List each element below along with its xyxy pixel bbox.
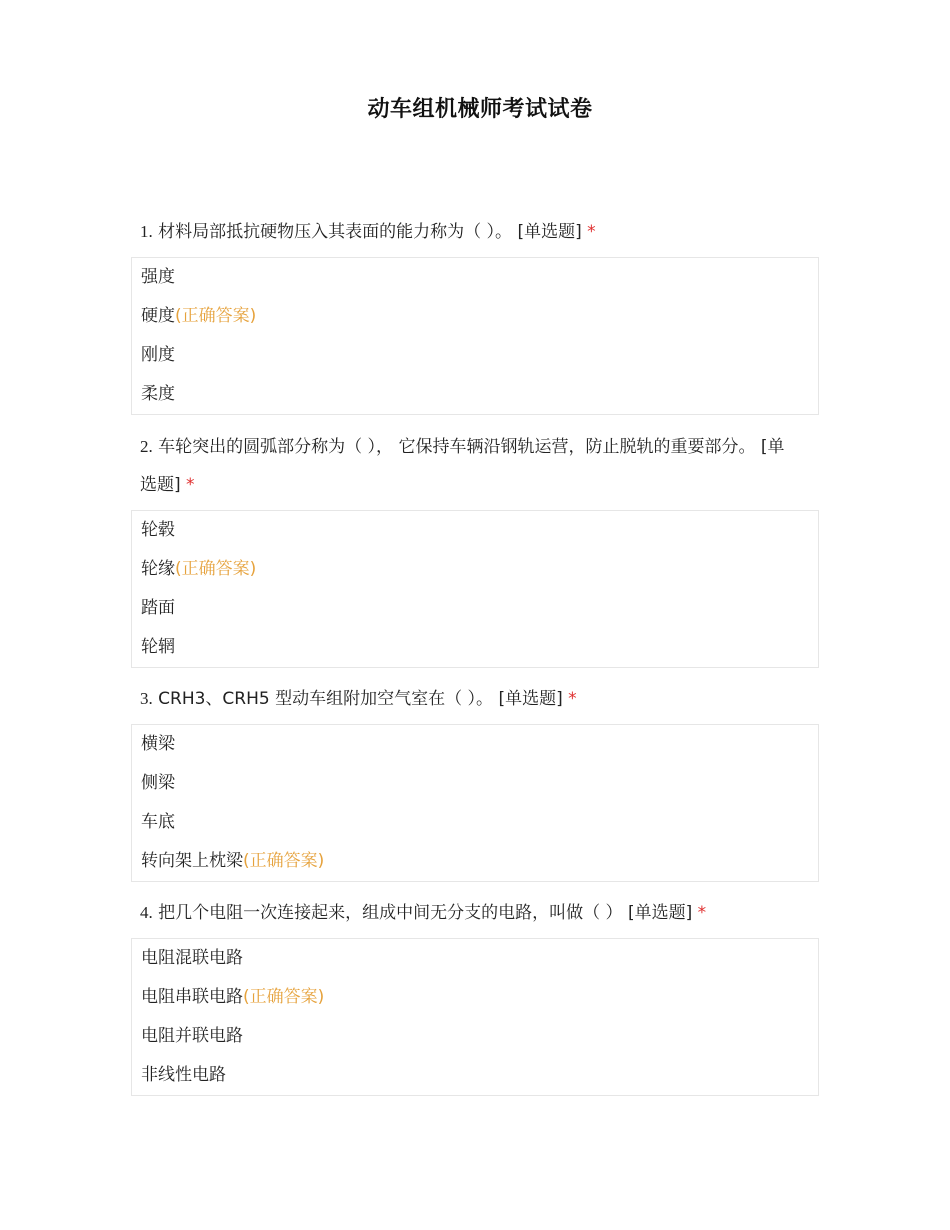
question-type-tag: [单选题] — [517, 222, 582, 242]
question-stem: 材料局部抵抗硬物压入其表面的能力称为（ ）。 — [158, 222, 513, 242]
question-stem: 把几个电阻一次连接起来，组成中间无分支的电路，叫做（ ） — [158, 903, 623, 923]
question-stem: 车轮突出的圆弧部分称为（ ）， 它保持车辆沿钢轨运营，防止脱轨的重要部分。 — [158, 437, 756, 457]
correct-answer-mark: (正确答案) — [175, 306, 257, 326]
question-number: 4. — [140, 903, 153, 922]
option-item[interactable] — [141, 764, 809, 803]
option-list — [131, 257, 819, 415]
correct-answer-mark: (正确答案) — [243, 987, 325, 1007]
option-label: 硬度 — [141, 306, 175, 326]
option-label: 非线性电路 — [141, 1065, 226, 1085]
question-2 — [131, 428, 819, 668]
question-text — [131, 428, 819, 504]
option-label: 车底 — [141, 812, 175, 832]
option-item-correct[interactable] — [141, 297, 809, 336]
option-item-correct[interactable] — [141, 550, 809, 589]
question-3 — [131, 680, 819, 882]
question-text — [131, 894, 819, 932]
question-4 — [131, 894, 819, 1096]
option-list — [131, 510, 819, 668]
required-mark: * — [568, 689, 577, 709]
option-label: 电阻混联电路 — [141, 948, 243, 968]
correct-answer-mark: (正确答案) — [175, 559, 257, 579]
option-item-correct[interactable] — [141, 978, 809, 1017]
option-item-correct[interactable] — [141, 842, 809, 881]
option-item[interactable] — [141, 1056, 809, 1095]
option-label: 转向架上枕梁 — [141, 851, 243, 871]
option-label: 柔度 — [141, 384, 175, 404]
page-title: 动车组机械师考试试卷 — [367, 97, 593, 122]
option-list — [131, 938, 819, 1096]
option-item[interactable] — [141, 336, 809, 375]
question-1 — [131, 213, 819, 415]
required-mark: * — [587, 222, 596, 242]
option-label: 横梁 — [141, 734, 175, 754]
question-number: 2. — [140, 437, 153, 456]
option-label: 电阻并联电路 — [141, 1026, 243, 1046]
required-mark: * — [186, 475, 195, 495]
option-label: 轮缘 — [141, 559, 175, 579]
question-number: 3. — [140, 689, 153, 708]
question-number: 1. — [140, 222, 153, 241]
correct-answer-mark: (正确答案) — [243, 851, 325, 871]
option-label: 强度 — [141, 267, 175, 287]
question-stem: CRH3、CRH5 型动车组附加空气室在（ ）。 — [158, 689, 494, 709]
option-item[interactable] — [141, 1017, 809, 1056]
option-item[interactable] — [141, 628, 809, 667]
option-label: 电阻串联电路 — [141, 987, 243, 1007]
question-type-tag: [单选题] — [627, 903, 693, 923]
option-item[interactable] — [141, 589, 809, 628]
option-item[interactable] — [141, 258, 809, 297]
option-label: 轮毂 — [141, 520, 175, 540]
option-item[interactable] — [141, 511, 809, 550]
option-item[interactable] — [141, 939, 809, 978]
required-mark: * — [697, 903, 707, 923]
option-label: 踏面 — [141, 598, 175, 618]
option-label: 侧梁 — [141, 773, 175, 793]
question-type-tag: [单选题] — [140, 437, 785, 495]
question-text — [131, 680, 819, 718]
option-item[interactable] — [141, 375, 809, 414]
option-label: 轮辋 — [141, 637, 175, 657]
option-label: 刚度 — [141, 345, 175, 365]
option-item[interactable] — [141, 725, 809, 764]
option-item[interactable] — [141, 803, 809, 842]
option-list — [131, 724, 819, 882]
question-type-tag: [单选题] — [498, 689, 563, 709]
question-text — [131, 213, 819, 251]
